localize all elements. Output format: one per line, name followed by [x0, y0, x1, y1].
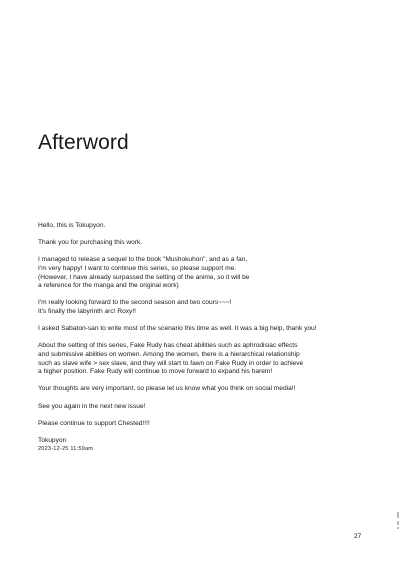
paragraph-support: [38, 420, 378, 429]
text-line: I managed to release a sequel to the book "Mushokuhon", and as a fan,: [38, 256, 248, 264]
text-line: It's finally the labyrinth arc! Roxy!!: [38, 308, 137, 316]
paragraph-feedback: [38, 385, 378, 394]
text-line: a higher position. Fake Rudy will continue to move forward to expand his harem!: [38, 368, 273, 376]
text-line: (However, I have already surpassed the setting of the anime, so it will be: [38, 273, 250, 281]
paragraph-next-issue: [38, 403, 378, 412]
paragraph-sequel: [38, 256, 378, 291]
signature-block: [38, 437, 378, 454]
paragraph-setting: [38, 342, 378, 377]
page-edge-mark: [396, 512, 400, 532]
text-line: Please continue to support Chested!!!!: [38, 419, 150, 427]
text-line: Hello, this is Tokupyon.: [38, 222, 106, 229]
page-number: 27: [354, 533, 362, 540]
signature-date: 2023-12-25 11:59am: [38, 446, 94, 453]
text-line: Thank you for purchasing this work.: [38, 239, 143, 247]
paragraph-greeting: [38, 222, 378, 231]
paragraph-second-season: [38, 299, 378, 316]
text-line: About the setting of this series, Fake Rudy has cheat abilities such as aphrodisiac effects: [38, 342, 298, 350]
paragraph-scenario: [38, 325, 378, 334]
text-line: Your thoughts are very important, so please let us know what you think on social media!!: [38, 385, 296, 393]
afterword-body: [38, 222, 378, 454]
text-line: and submissive abilities on women. Among the women, there is a hierarchical relationship: [38, 350, 300, 358]
text-line: a reference for the manga and the original work): [38, 282, 179, 290]
text-line: I asked Sabaton-san to write most of the scenario this time as well. It was a big help, thank you!: [38, 325, 317, 333]
text-line: such as slave wife > sex slave, and they will start to fawn on Fake Rudy in order to achieve: [38, 359, 304, 367]
text-line: I'm really looking forward to the second season and two cours~~~!: [38, 299, 232, 307]
text-line: See you again in the next new issue!: [38, 402, 146, 410]
author-name: Tokupyon: [38, 436, 67, 444]
paragraph-thanks: [38, 239, 378, 248]
page-title: Afterword: [38, 131, 129, 154]
text-line: I'm very happy! I want to continue this series, so please support me.: [38, 264, 237, 272]
